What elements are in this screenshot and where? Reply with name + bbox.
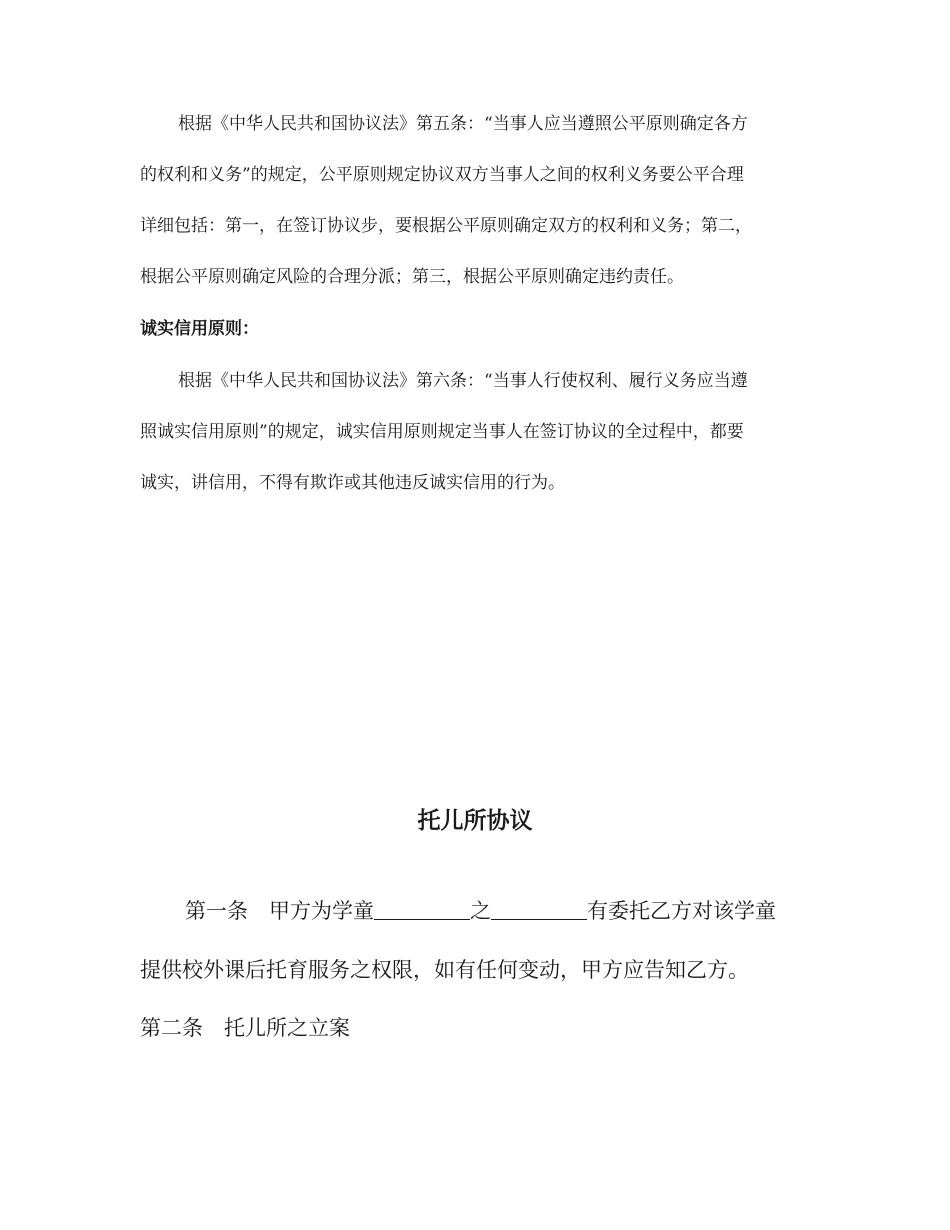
paragraph-fairness-line-3: 详细包括：第一，在签订协议步，要根据公平原则确定双方的权利和义务；第二， (140, 216, 752, 236)
article-1-text-a: 第一条 甲方为学童 (185, 899, 374, 923)
paragraph-good-faith-line-2: 照诚实信用原则”的规定，诚实信用原则规定当事人在签订协议的全过程中，都要 (140, 422, 744, 442)
blank-field-guardian-relation[interactable] (491, 899, 587, 920)
paragraph-fairness-line-4: 根据公平原则确定风险的合理分派；第三，根据公平原则确定违约责任。 (140, 267, 684, 287)
paragraph-good-faith-line-1: 根据《中华人民共和国协议法》第六条：“当事人行使权利、履行义务应当遵 (178, 371, 748, 391)
blank-field-student-name[interactable] (374, 899, 470, 920)
article-1-line-2: 提供校外课后托育服务之权限，如有任何变动，甲方应告知乙方。 (140, 958, 749, 982)
paragraph-good-faith-line-3: 诚实，讲信用，不得有欺诈或其他违反诚实信用的行为。 (140, 473, 565, 493)
article-1-text-b: 之 (470, 899, 491, 923)
paragraph-fairness-line-1: 根据《中华人民共和国协议法》第五条：“当事人应当遵照公平原则确定各方 (178, 114, 748, 134)
article-1-line-1 (185, 897, 776, 925)
article-2-heading: 第二条 托儿所之立案 (140, 1016, 350, 1040)
paragraph-fairness-line-2: 的权利和义务”的规定，公平原则规定协议双方当事人之间的权利义务要公平合理 (140, 165, 744, 185)
section-heading-good-faith: 诚实信用原则： (140, 319, 259, 339)
contract-title: 托儿所协议 (417, 807, 533, 834)
article-1-text-c: 有委托乙方对该学童 (587, 899, 776, 923)
